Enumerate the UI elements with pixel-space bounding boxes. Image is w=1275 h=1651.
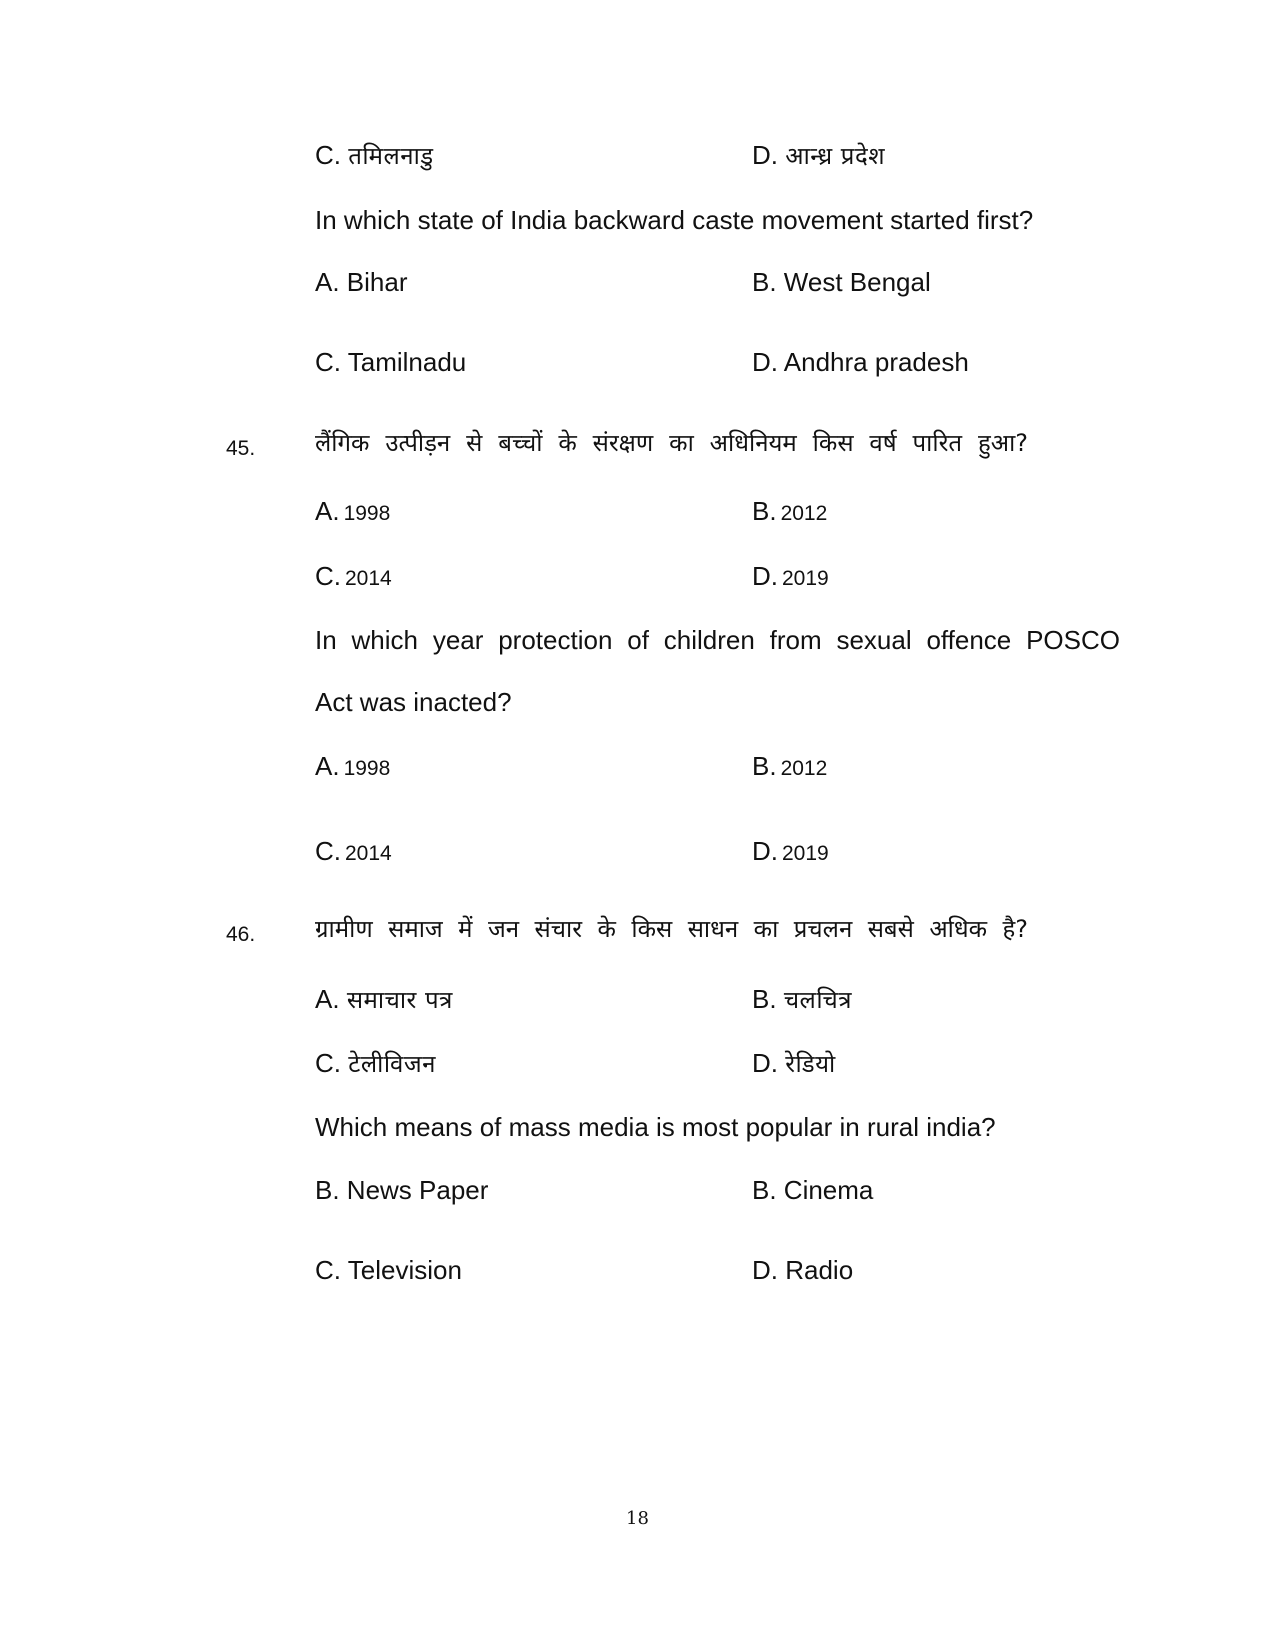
q45-hi-option-b xyxy=(752,496,827,529)
q46-hi-option-a xyxy=(315,984,453,1015)
q44-en-question: In which state of India backward caste movement started first? xyxy=(315,205,1034,235)
option-letter: A. xyxy=(315,751,340,781)
q46-hi-option-d xyxy=(752,1048,836,1079)
q45-hi-option-d xyxy=(752,561,829,594)
q46-number: 46. xyxy=(226,923,256,946)
page-number: 18 xyxy=(626,1508,649,1529)
q46-en-option-c: C. Television xyxy=(315,1255,462,1285)
q45-en-option-c xyxy=(315,836,392,869)
q45-en-question-line1: In which year protection of children from sexual offence POSCO xyxy=(315,625,1120,655)
option-value: 1998 xyxy=(343,757,391,780)
q45-hi-question: लैंगिक उत्पीड़न से बच्चों के संरक्षण का अधिनियम किस वर्ष पारित हुआ? xyxy=(315,429,1028,457)
q44-hi-option-c xyxy=(315,140,434,171)
option-value: 2019 xyxy=(782,567,829,590)
option-value: 1998 xyxy=(343,502,391,525)
option-letter: C. xyxy=(315,836,341,866)
q45-number: 45. xyxy=(226,437,256,460)
q46-en-question: Which means of mass media is most popular in rural india? xyxy=(315,1112,996,1142)
q45-hi-option-a xyxy=(315,496,390,529)
option-text: आन्ध्र प्रदेश xyxy=(785,142,886,170)
option-value: 2014 xyxy=(345,842,392,865)
option-letter: D. xyxy=(752,561,778,591)
option-letter: A. xyxy=(315,984,340,1014)
q45-hi-option-c xyxy=(315,561,392,594)
q46-en-option-b: B. Cinema xyxy=(752,1175,874,1205)
q45-en-option-d xyxy=(752,836,829,869)
option-value: 2014 xyxy=(345,567,392,590)
q44-en-option-d: D. Andhra pradesh xyxy=(752,347,969,377)
q45-en-question-line2: Act was inacted? xyxy=(315,687,512,717)
option-text: चलचित्र xyxy=(783,986,853,1014)
option-value: 2012 xyxy=(780,757,828,780)
option-text: टेलीविजन xyxy=(348,1050,437,1078)
option-letter: B. xyxy=(752,984,777,1014)
option-text: तमिलनाडु xyxy=(348,142,434,170)
option-letter: C. xyxy=(315,1048,341,1078)
q46-en-option-d: D. Radio xyxy=(752,1255,854,1285)
option-letter: C. xyxy=(315,140,341,170)
q45-en-option-b xyxy=(752,751,827,784)
q44-hi-option-d xyxy=(752,140,885,171)
q45-en-option-a xyxy=(315,751,390,784)
option-letter: A. xyxy=(315,496,340,526)
option-value: 2012 xyxy=(780,502,828,525)
q44-en-option-c: C. Tamilnadu xyxy=(315,347,467,377)
option-letter: D. xyxy=(752,1048,778,1078)
q46-hi-option-b xyxy=(752,984,852,1015)
q46-hi-question: ग्रामीण समाज में जन संचार के किस साधन का प्रचलन सबसे अधिक है? xyxy=(315,915,1028,943)
q44-en-option-a: A. Bihar xyxy=(315,267,408,297)
option-letter: D. xyxy=(752,140,778,170)
option-text: रेडियो xyxy=(785,1050,836,1078)
q44-en-option-b: B. West Bengal xyxy=(752,267,931,297)
option-letter: B. xyxy=(752,751,777,781)
option-letter: B. xyxy=(752,496,777,526)
option-text: समाचार पत्र xyxy=(346,986,453,1014)
q46-en-option-a: B. News Paper xyxy=(315,1175,489,1205)
q46-hi-option-c xyxy=(315,1048,436,1079)
option-letter: C. xyxy=(315,561,341,591)
option-letter: D. xyxy=(752,836,778,866)
option-value: 2019 xyxy=(782,842,829,865)
